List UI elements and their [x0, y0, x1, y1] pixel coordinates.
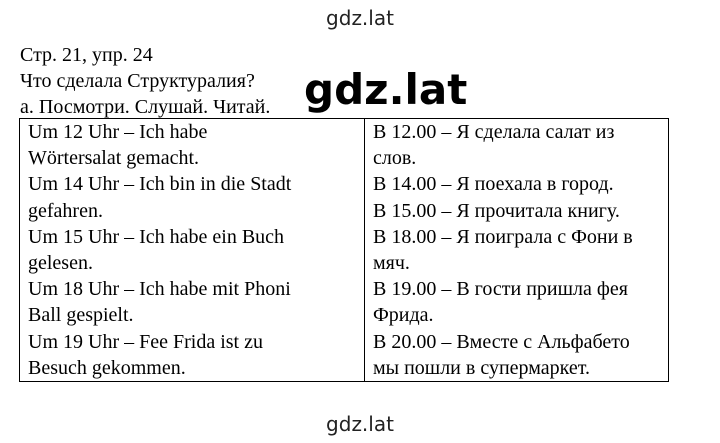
german-line: Besuch gekommen.: [28, 356, 186, 379]
table-row: [20, 119, 669, 382]
german-line: gefahren.: [28, 199, 103, 222]
watermark-top: gdz.lat: [326, 6, 394, 30]
russian-line: В 19.00 – В гости пришла фея: [373, 278, 628, 301]
russian-line: Фрида.: [373, 304, 434, 327]
russian-line: мы пошли в супермаркет.: [373, 356, 590, 379]
german-line: Wörtersalat gemacht.: [28, 147, 200, 170]
german-line: gelesen.: [28, 252, 93, 275]
russian-line: В 20.00 – Вместе с Альфабето: [373, 330, 630, 353]
page-reference: Стр. 21, упр. 24: [20, 44, 153, 66]
german-line: Um 19 Uhr – Fee Frida ist zu: [28, 330, 263, 353]
exercise-heading: [20, 42, 270, 120]
russian-line: слов.: [373, 147, 417, 170]
russian-line: В 12.00 – Я сделала салат из: [373, 121, 615, 143]
russian-column: [365, 119, 669, 382]
german-line: Um 18 Uhr – Ich habe mit Phoni: [28, 278, 291, 301]
german-line: Um 14 Uhr – Ich bin in die Stadt: [28, 173, 292, 196]
watermark-overlay: gdz.lat: [300, 66, 471, 114]
translation-table: [19, 118, 669, 382]
german-line: Um 15 Uhr – Ich habe ein Buch: [28, 225, 285, 248]
russian-line: В 18.00 – Я поиграла с Фони в: [373, 225, 633, 248]
german-line: Um 12 Uhr – Ich habe: [28, 121, 208, 143]
german-column: [20, 119, 365, 382]
russian-line: В 15.00 – Я прочитала книгу.: [373, 199, 620, 222]
task-instruction: а. Посмотри. Слушай. Читай.: [20, 96, 271, 118]
russian-line: В 14.00 – Я поехала в город.: [373, 173, 614, 196]
watermark-bottom: gdz.lat: [326, 412, 394, 436]
question-title: Что сделала Структуралия?: [20, 70, 255, 92]
russian-line: мяч.: [373, 252, 410, 275]
german-line: Ball gespielt.: [28, 304, 134, 327]
